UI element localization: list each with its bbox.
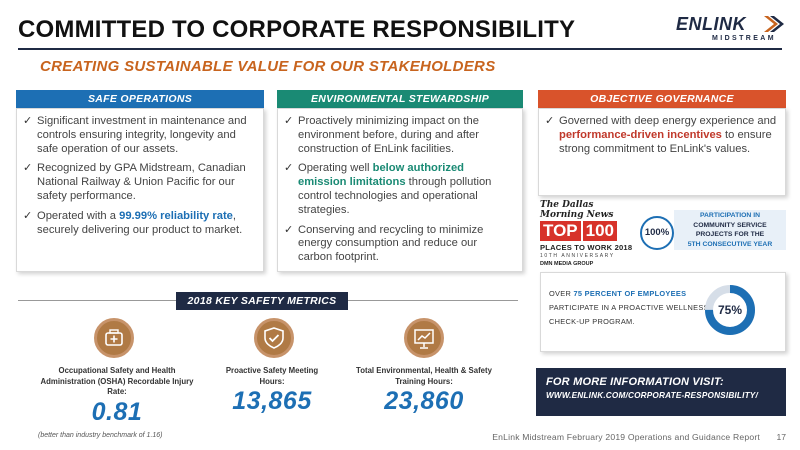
safe-operations-header: SAFE OPERATIONS — [16, 90, 264, 108]
shield-check-icon — [254, 318, 294, 358]
enlink-logo — [676, 14, 786, 48]
check-icon: ✓ — [23, 115, 33, 127]
safe-operations-body — [16, 108, 264, 272]
footer-text: EnLink Midstream February 2019 Operations and Guidance Report — [492, 432, 760, 442]
environmental-stewardship-header: ENVIRONMENTAL STEWARDSHIP — [277, 90, 523, 108]
environmental-stewardship-panel — [277, 90, 523, 272]
check-icon: ✓ — [284, 223, 294, 236]
participation-text: PARTICIPATION IN COMMUNITY SERVICE PROJECTS FOR THE 5TH CONSECUTIVE YEAR — [687, 212, 773, 248]
check-icon: ✓ — [284, 162, 294, 175]
dmn-masthead: The Dallas Morning News — [540, 200, 614, 220]
environmental-stewardship-body — [277, 108, 523, 272]
top-100-places-badge — [540, 200, 640, 267]
presentation-chart-icon — [404, 318, 444, 358]
objective-governance-body — [538, 108, 786, 196]
environment-bullet-3: ✓ Conserving and recycling to minimize energy consumption and reduce our carbon footprint. — [284, 223, 484, 264]
dmn-media-group-label: DMN MEDIA GROUP — [540, 261, 594, 267]
page-number: 17 — [776, 432, 786, 442]
osha-metric-value: 0.81 — [91, 397, 143, 426]
participation-percent-badge: 100% — [640, 216, 674, 250]
safety-meeting-value: 13,865 — [232, 387, 312, 415]
osha-metric-label: Occupational Safety and Health Administration (OSHA) Recordable Injury Rate: — [40, 366, 194, 396]
top100-mark: TOP 100 — [540, 221, 640, 241]
benchmark-note: (better than industry benchmark of 1.16) — [38, 432, 163, 439]
safety-meeting-metric — [222, 366, 322, 416]
check-icon: ✓ — [23, 162, 33, 175]
wellness-donut-label: 75% — [717, 303, 743, 317]
anniversary-label: 10TH ANNIVERSARY — [540, 253, 615, 259]
emission-highlight: below authorized emission limitations — [298, 162, 464, 189]
logo-subtext: MIDSTREAM — [712, 35, 776, 42]
safe-operations-panel — [16, 90, 264, 272]
safety-bullet-1: ✓ Significant investment in maintenance and controls ensuring integrity, longevity and safe operation of our assets. — [23, 115, 247, 155]
more-info-banner — [536, 368, 786, 416]
wellness-text: OVER 75 PERCENT OF EMPLOYEES PARTICIPATE IN A PROACTIVE WELLNESS CHECK-UP PROGRAM. — [549, 289, 709, 326]
more-info-title: FOR MORE INFORMATION VISIT: — [546, 376, 724, 388]
corporate-responsibility-link[interactable]: WWW.ENLINK.COM/CORPORATE-RESPONSIBILITY/ — [546, 391, 758, 400]
safety-meeting-label: Proactive Safety Meeting Hours: — [225, 366, 319, 386]
logo-wordmark: ENLINK — [676, 14, 746, 34]
page-title: COMMITTED TO CORPORATE RESPONSIBILITY — [18, 16, 576, 43]
training-hours-label: Total Environmental, Health & Safety Training Hours: — [356, 366, 492, 386]
medical-kit-icon — [94, 318, 134, 358]
title-divider — [18, 48, 782, 50]
page-subtitle: CREATING SUSTAINABLE VALUE FOR OUR STAKEHOLDERS — [40, 58, 496, 75]
metrics-header: 2018 KEY SAFETY METRICS — [176, 292, 348, 310]
check-icon: ✓ — [23, 209, 33, 222]
check-icon: ✓ — [545, 115, 555, 127]
safety-bullet-3: ✓ Operated with a 99.99% reliability rate, securely delivering our product to market. — [23, 209, 243, 236]
environment-bullet-1: ✓ Proactively minimizing impact on the environment before, during and after construction of EnLink facilities. — [284, 115, 479, 155]
objective-governance-panel — [538, 90, 786, 196]
places-to-work-label: PLACES TO WORK 2018 — [540, 243, 633, 252]
logo-chevron-icon — [762, 14, 784, 34]
check-icon: ✓ — [284, 115, 294, 127]
osha-metric — [38, 366, 196, 427]
training-hours-value: 23,860 — [384, 387, 464, 415]
environment-bullet-2: ✓ Operating well below authorized emission limitations through pollution control technologies and operational strategies. — [284, 162, 492, 216]
reliability-highlight: 99.99% reliability rate — [119, 209, 233, 222]
wellness-donut-chart — [702, 282, 758, 338]
incentives-highlight: performance-driven incentives — [559, 128, 722, 141]
governance-bullet-1: ✓ Governed with deep energy experience and performance-driven incentives to ensure strong commitment to EnLink's values. — [545, 115, 777, 155]
employee-percent-highlight: 75 PERCENT OF EMPLOYEES — [573, 289, 687, 298]
safety-bullet-2: ✓ Recognized by GPA Midstream, Canadian National Railway & Union Pacific for our safety performance. — [23, 162, 246, 202]
objective-governance-header: OBJECTIVE GOVERNANCE — [538, 90, 786, 108]
training-hours-metric — [354, 366, 494, 416]
